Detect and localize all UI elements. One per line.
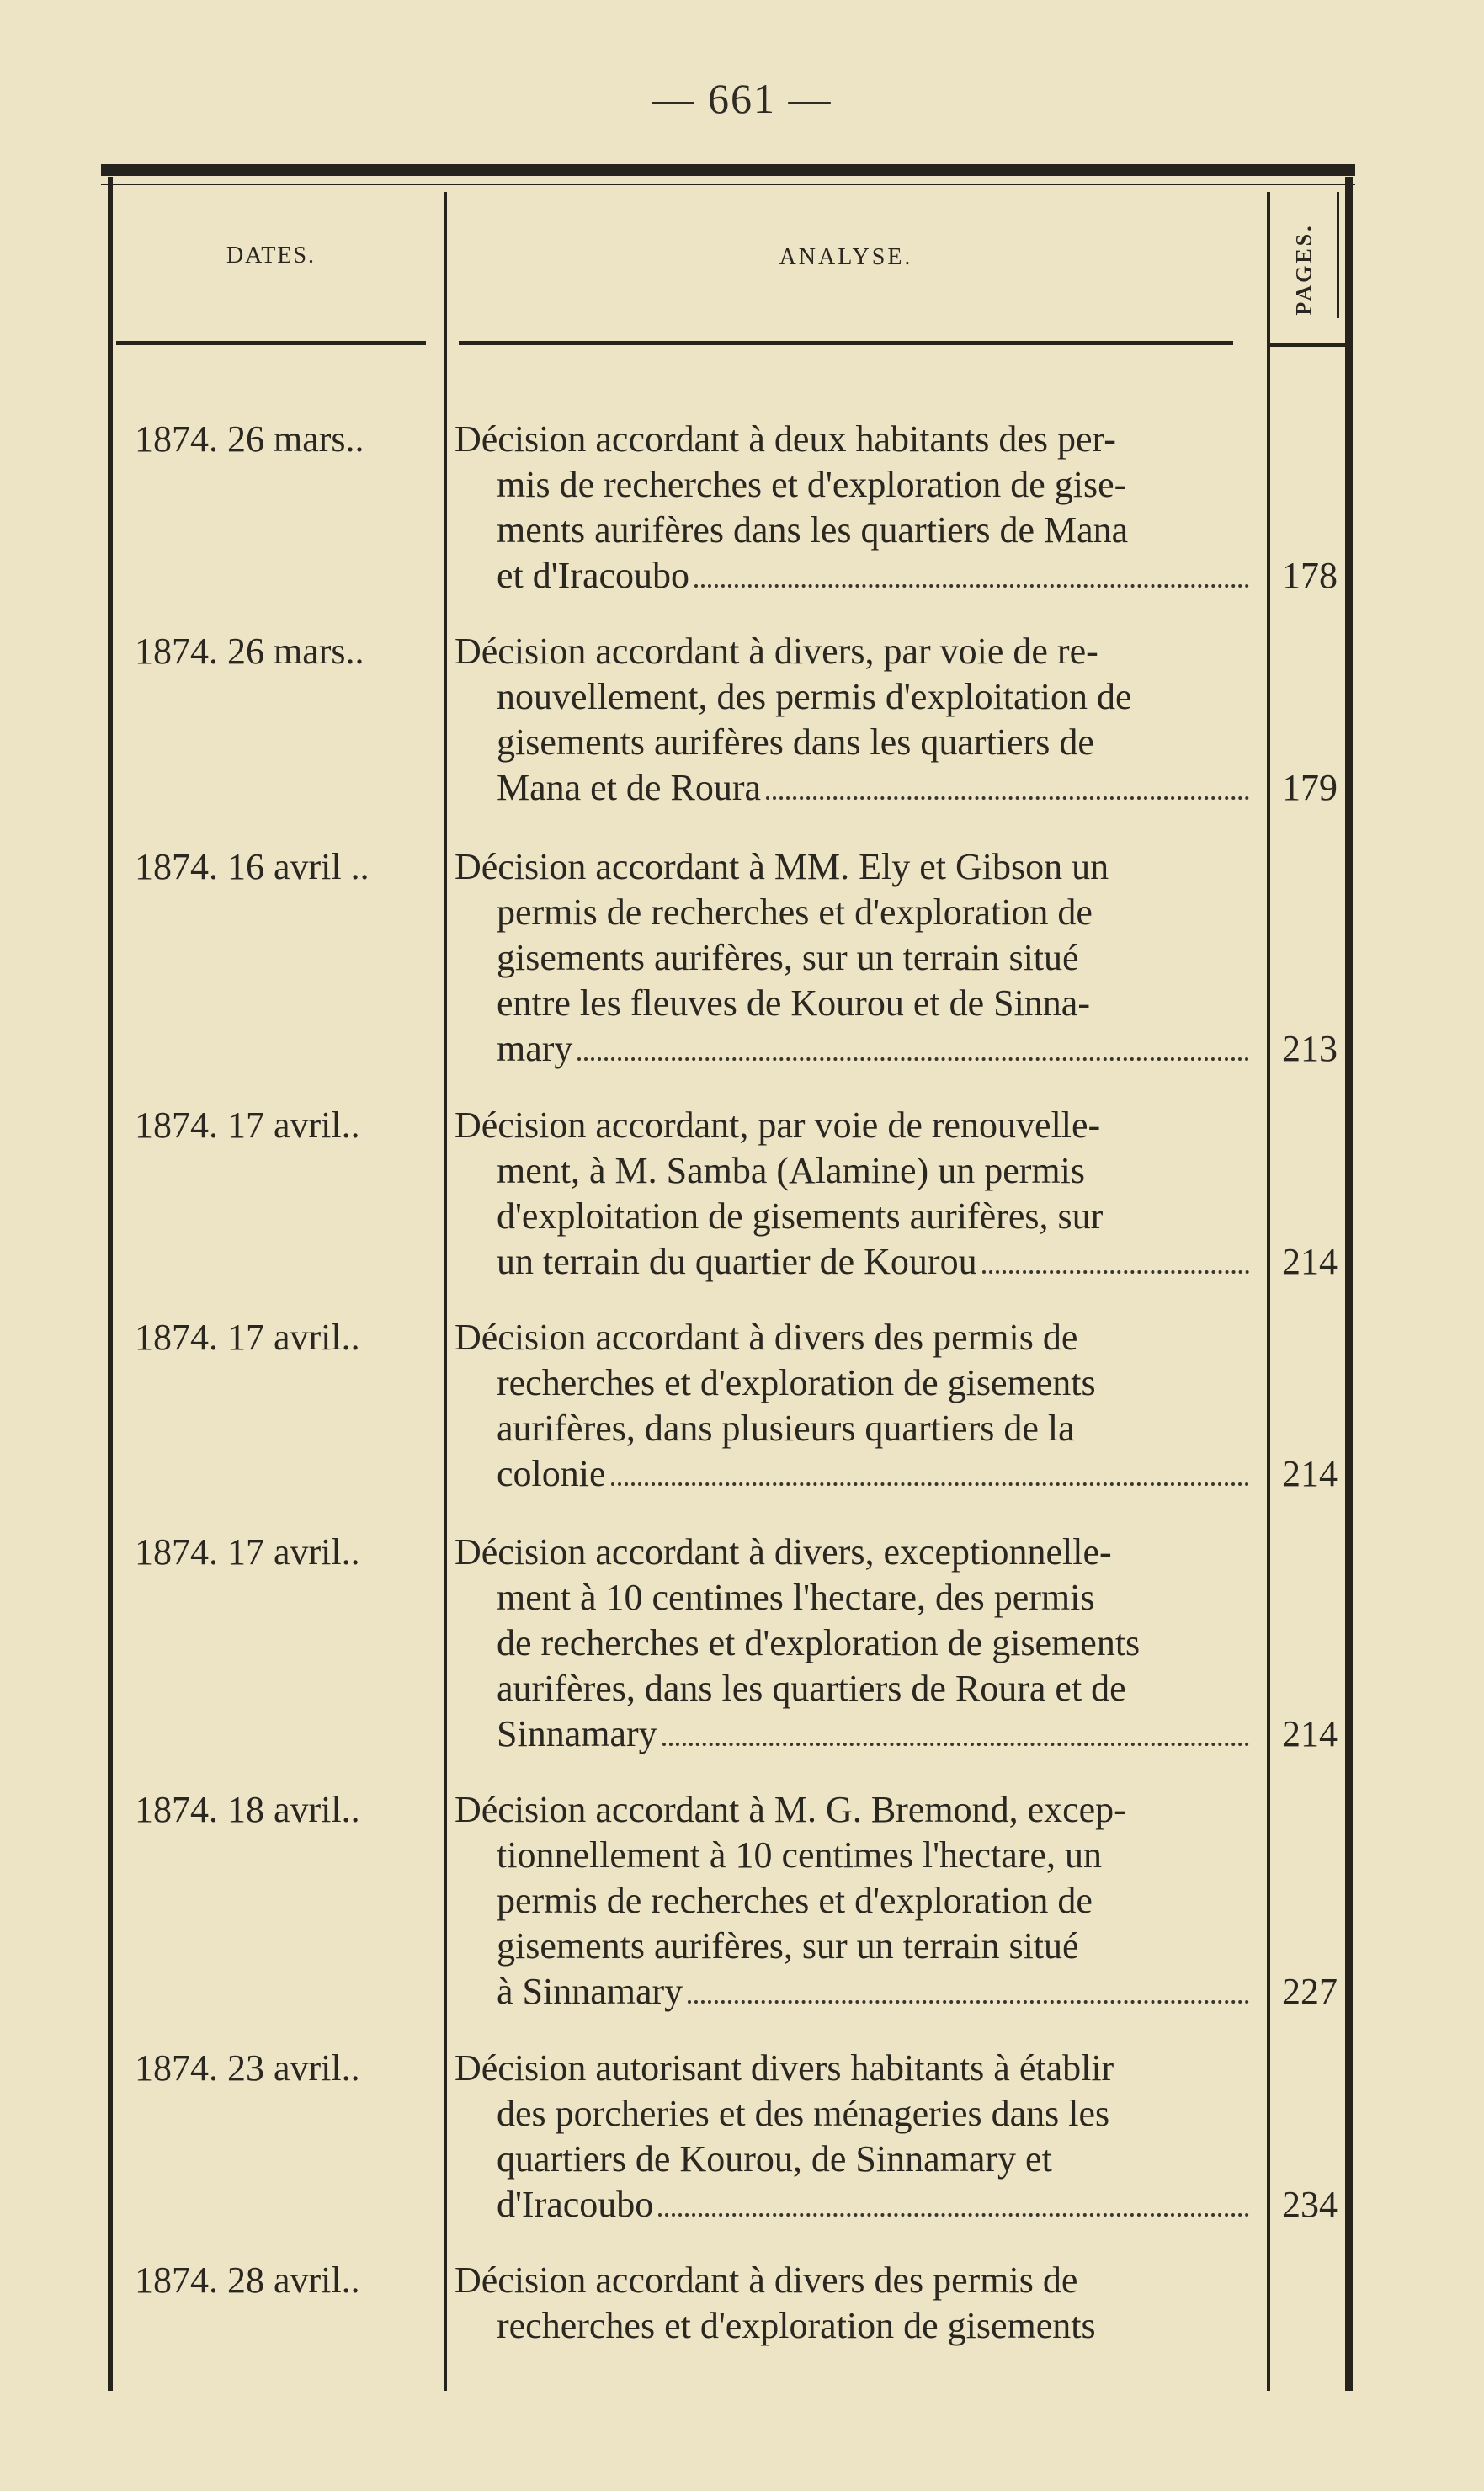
analysis-line: permis de recherches et d'exploration de (497, 1880, 1093, 1921)
page-number: — 661 — (652, 75, 832, 122)
entry-analysis (455, 1315, 1254, 1497)
entry-page-number: 234 (1282, 2184, 1338, 2225)
dot-leader (658, 2213, 1249, 2217)
analysis-line (455, 1239, 1254, 1285)
analysis-line-text: un terrain du quartier de Kourou (497, 1241, 977, 1282)
analysis-line: ments aurifères dans les quartiers de Mana (497, 509, 1129, 551)
analysis-line: aurifères, dans plusieurs quartiers de la (497, 1408, 1075, 1449)
analysis-line: Décision accordant à divers des permis de (455, 2259, 1078, 2301)
dot-leader (766, 796, 1249, 800)
entry-page-number: 214 (1282, 1241, 1338, 1282)
analysis-line: permis de recherches et d'exploration de (497, 892, 1093, 933)
analysis-line (455, 1451, 1254, 1497)
entry-analysis (455, 844, 1254, 1072)
analysis-line: tionnellement à 10 centimes l'hectare, un (497, 1834, 1102, 1876)
analysis-line: Décision accordant à divers, par voie de re- (455, 631, 1098, 672)
dot-leader (577, 1057, 1249, 1061)
entry-page-number: 213 (1282, 1028, 1338, 1069)
analysis-line: Décision accordant à M. G. Bremond, excep- (455, 1789, 1126, 1830)
entry-analysis (455, 2046, 1254, 2228)
analysis-line (455, 1969, 1254, 2015)
analysis-line: des porcheries et des ménageries dans les (497, 2093, 1110, 2134)
entry-date: 1874. 17 avril.. (135, 1531, 360, 1573)
column-header-dates: DATES. (226, 242, 316, 269)
analysis-line: gisements aurifères dans les quartiers de (497, 721, 1094, 763)
entry-page-number: 179 (1282, 767, 1338, 808)
dot-leader (611, 1482, 1249, 1486)
entry-analysis (455, 417, 1254, 599)
dot-leader (662, 1743, 1249, 1746)
analysis-line-text: Mana et de Roura (497, 767, 761, 808)
entry-date: 1874. 18 avril.. (135, 1789, 360, 1830)
dot-leader (982, 1270, 1249, 1274)
entry-analysis (455, 2258, 1254, 2349)
dot-leader (688, 2000, 1249, 2004)
analysis-line: recherches et d'exploration de gisements (497, 2305, 1096, 2346)
analysis-line: gisements aurifères, sur un terrain situé (497, 937, 1079, 978)
analysis-line: Décision accordant à MM. Ely et Gibson un (455, 846, 1109, 887)
analysis-line: ment, à M. Samba (Alamine) un permis (497, 1150, 1085, 1191)
analysis-line: Décision autorisant divers habitants à établir (455, 2047, 1114, 2089)
analysis-line (455, 765, 1254, 811)
analysis-line-text: mary (497, 1028, 573, 1069)
analysis-line: recherches et d'exploration de gisements (497, 1362, 1096, 1403)
entry-date: 1874. 23 avril.. (135, 2047, 360, 2089)
analysis-line: quartiers de Kourou, de Sinnamary et (497, 2138, 1052, 2180)
analysis-line: Décision accordant à divers, exceptionnelle- (455, 1531, 1112, 1573)
analysis-line: entre les fleuves de Kourou et de Sinna- (497, 982, 1090, 1024)
analysis-line-text: d'Iracoubo (497, 2184, 654, 2225)
analysis-line: aurifères, dans les quartiers de Roura et de (497, 1668, 1126, 1709)
analysis-line-text: et d'Iracoubo (497, 555, 690, 596)
column-header-analyse: ANALYSE. (779, 244, 913, 270)
analysis-line: d'exploitation de gisements aurifères, sur (497, 1195, 1104, 1237)
entry-date: 1874. 17 avril.. (135, 1317, 360, 1358)
entry-page-number: 214 (1282, 1453, 1338, 1494)
entry-page-number: 214 (1282, 1713, 1338, 1754)
entry-page-number: 227 (1282, 1971, 1338, 2012)
analysis-line: gisements aurifères, sur un terrain situé (497, 1925, 1079, 1967)
analysis-line-text: à Sinnamary (497, 1971, 683, 2012)
dot-leader (694, 584, 1249, 588)
entry-date: 1874. 26 mars.. (135, 418, 364, 460)
entry-date: 1874. 16 avril .. (135, 846, 370, 887)
column-header-pages-label: PAGES. (1292, 223, 1317, 316)
analysis-line: de recherches et d'exploration de gisements (497, 1622, 1141, 1663)
entry-analysis (455, 629, 1254, 811)
entry-date: 1874. 28 avril.. (135, 2259, 360, 2301)
analysis-line: ment à 10 centimes l'hectare, des permis (497, 1577, 1095, 1618)
entry-analysis (455, 1103, 1254, 1285)
analysis-line (455, 1026, 1254, 1072)
analysis-line: nouvellement, des permis d'exploitation de (497, 676, 1132, 717)
analysis-line: Décision accordant à divers des permis de (455, 1317, 1078, 1358)
analysis-line (455, 1711, 1254, 1757)
analysis-line (455, 2182, 1254, 2228)
analysis-line-text: colonie (497, 1453, 606, 1494)
analysis-line: Décision accordant, par voie de renouvelle- (455, 1104, 1101, 1146)
analysis-line: mis de recherches et d'exploration de gise- (497, 464, 1127, 505)
analysis-line (455, 553, 1254, 599)
entry-date: 1874. 26 mars.. (135, 631, 364, 672)
entry-analysis (455, 1530, 1254, 1757)
entry-analysis (455, 1787, 1254, 2015)
analysis-line: Décision accordant à deux habitants des per- (455, 418, 1116, 460)
analysis-line-text: Sinnamary (497, 1713, 657, 1754)
entry-date: 1874. 17 avril.. (135, 1104, 360, 1146)
entry-page-number: 178 (1282, 555, 1338, 596)
